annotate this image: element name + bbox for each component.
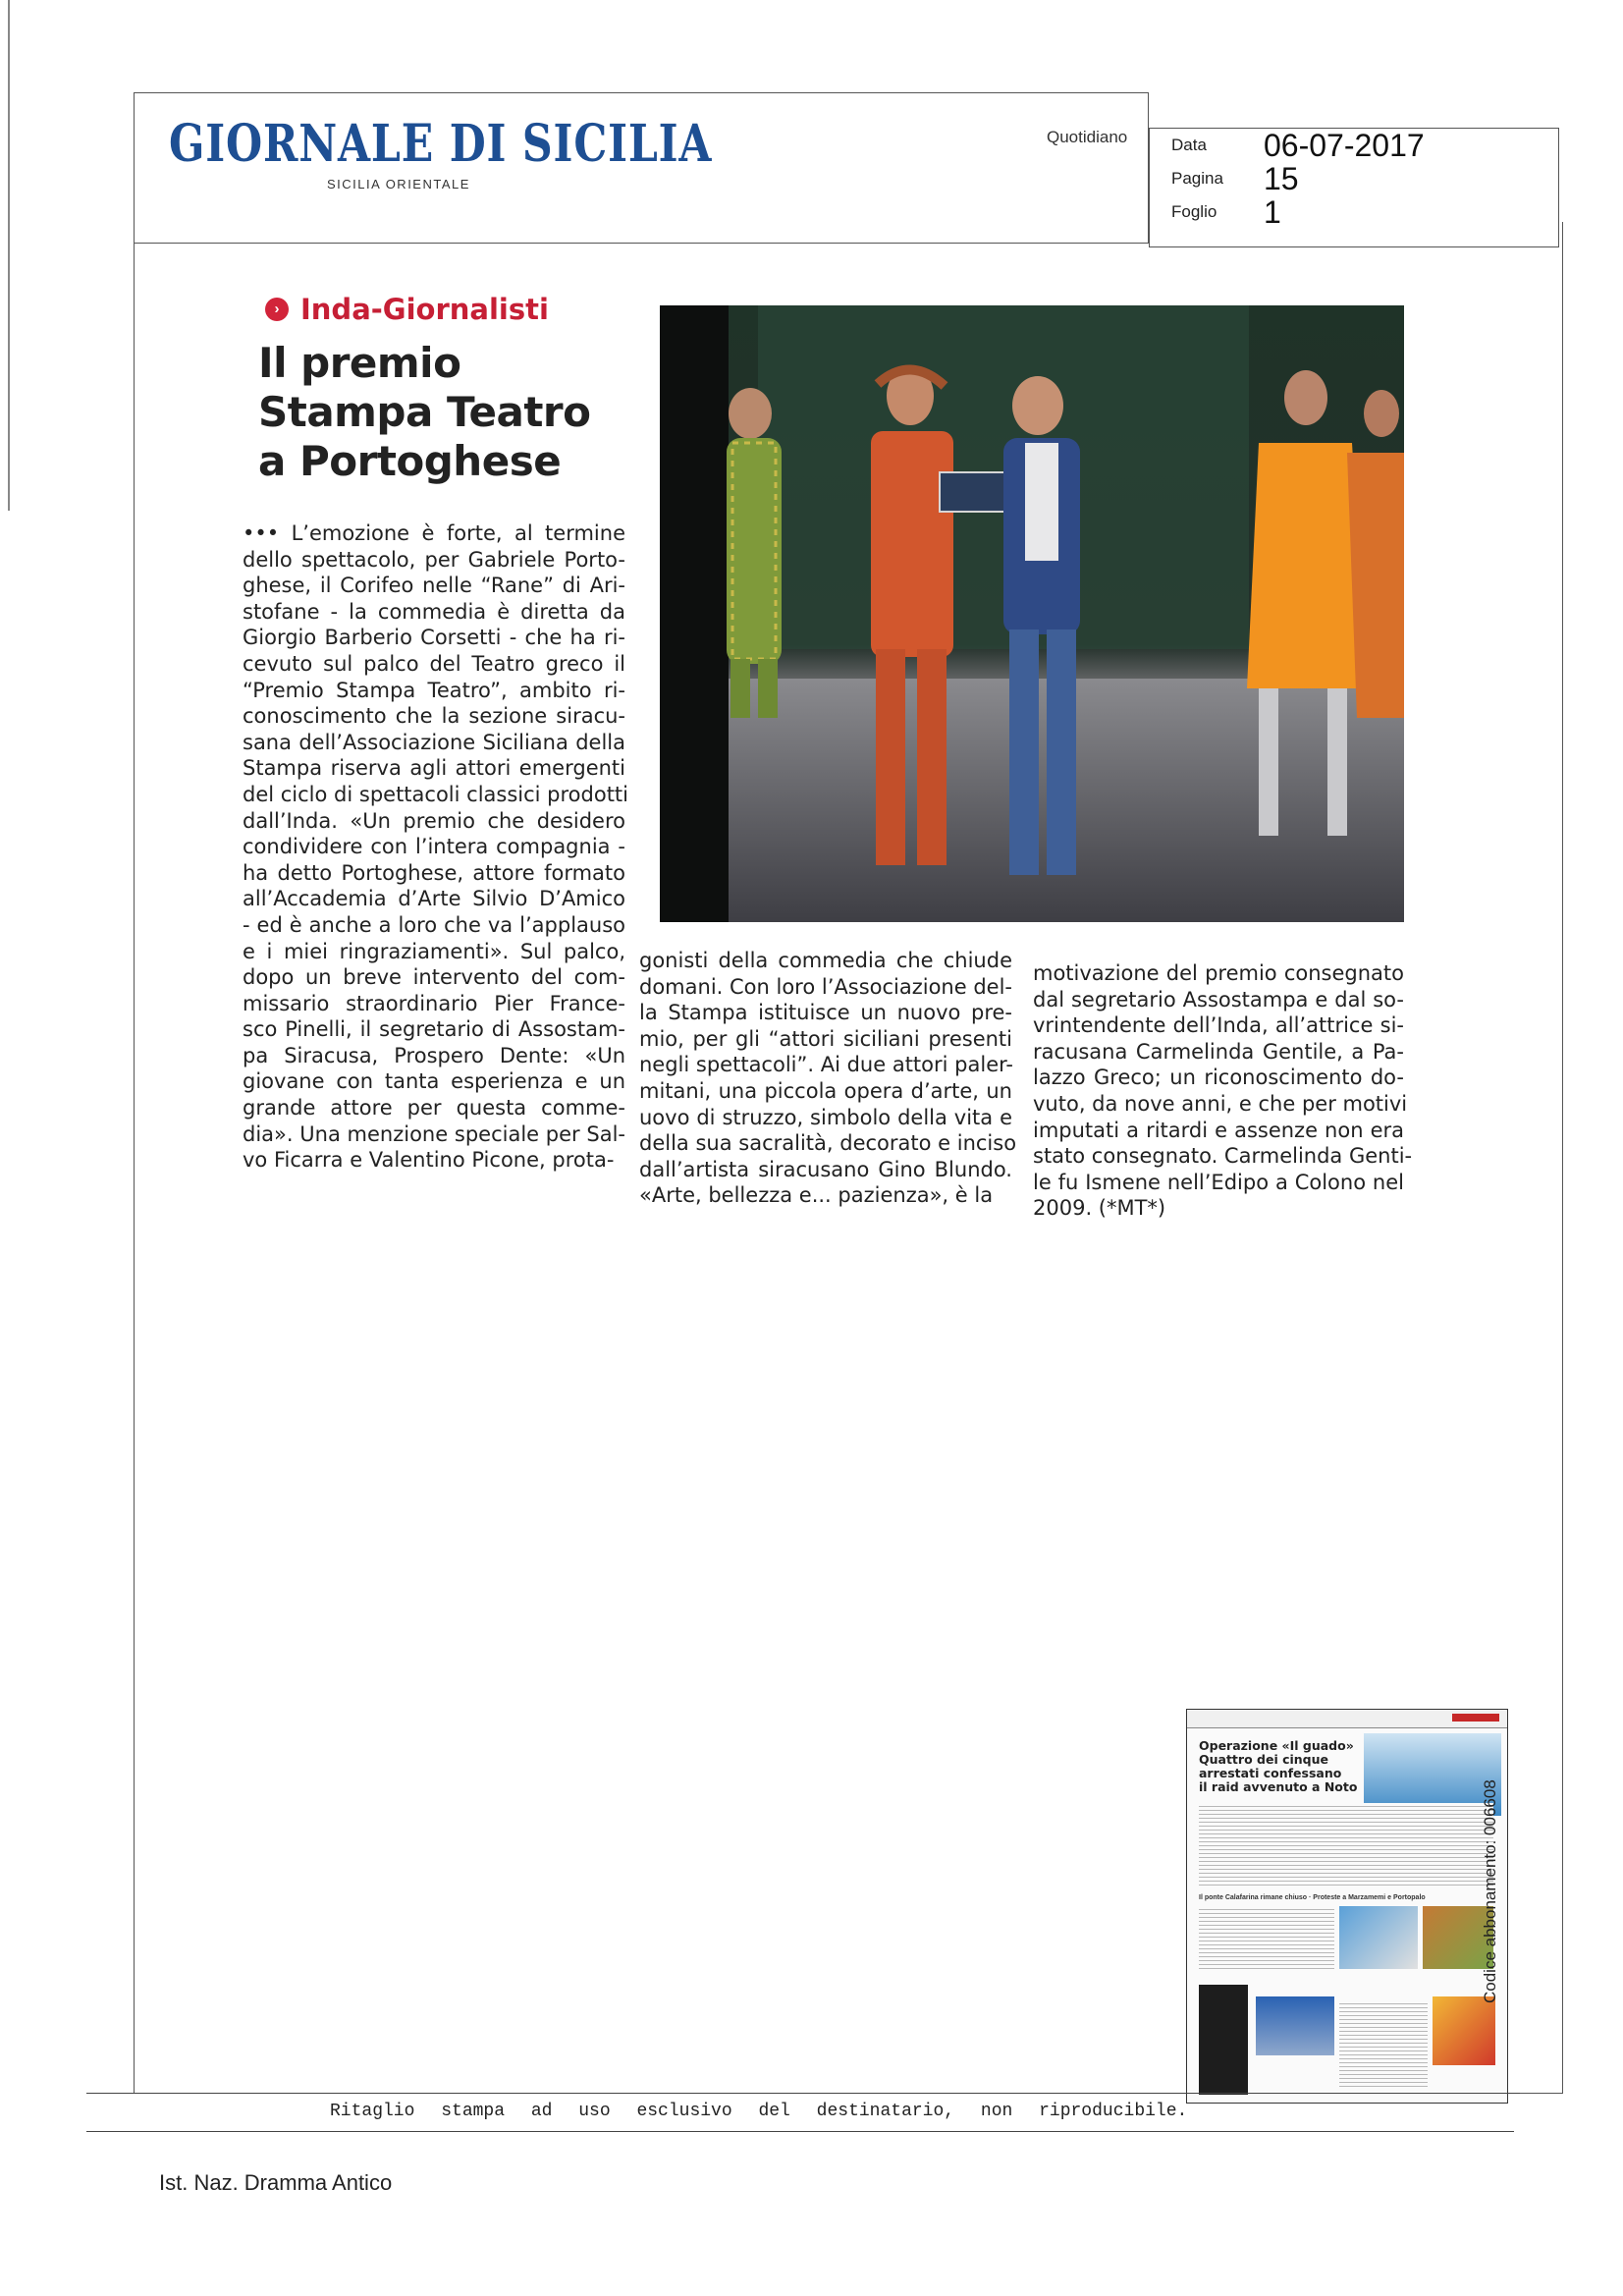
article-text-line: Stampa riserva agli attori emergenti — [243, 756, 625, 781]
article-text-line: imputati a ritardi e assenze non era — [1033, 1118, 1404, 1142]
thumbnail-photo — [1433, 1996, 1495, 2065]
thumbnail-headline-line: il raid avvenuto a Noto — [1199, 1779, 1358, 1794]
thumbnail-headline-line: Quattro dei cinque — [1199, 1752, 1328, 1767]
pagina-value: 15 — [1264, 161, 1299, 196]
article-text-line: le fu Ismene nell’Edipo a Colono nel — [1033, 1170, 1404, 1194]
article-text-line: ••• L’emozione è forte, al termine — [243, 521, 625, 545]
article-text-line: conoscimento che la sezione siracu- — [243, 704, 625, 729]
thumbnail-logo — [1452, 1714, 1499, 1722]
article-text-line: - ed è anche a loro che va l’applauso — [243, 912, 625, 937]
article-text-line: cevuto sul palco del Teatro greco il — [243, 651, 625, 676]
article-text-line: 2009. (*MT*) — [1033, 1196, 1166, 1221]
page-thumbnail — [1186, 1709, 1508, 2104]
article-text-line: “Premio Stampa Teatro”, ambito ri- — [243, 678, 625, 702]
reproduction-notice: Ritaglio stampa ad uso esclusivo del destinatario, non riproducibile. — [330, 2102, 1188, 2121]
article-text-line: condividere con l’intera compagnia - — [243, 835, 625, 859]
article-text-line: dall’Inda. «Un premio che desidero — [243, 808, 625, 833]
article-text-line: all’Accademia d’Arte Silvio D’Amico — [243, 887, 625, 911]
article-column-2 — [639, 948, 1017, 1209]
article-text-line: giovane con tanta esperienza e un — [243, 1069, 625, 1094]
publication-type: Quotidiano — [1047, 128, 1128, 146]
article-text-line: mitani, una piccola opera d’arte, un — [639, 1078, 1012, 1103]
article-text-line: grande attore per questa comme- — [243, 1096, 625, 1121]
article-text-line: «Arte, bellezza e... pazienza», è la — [639, 1183, 994, 1208]
thumbnail-headline-line: Operazione «Il guado» — [1199, 1738, 1354, 1753]
article-kicker: Inda-Giornalisti — [300, 293, 549, 326]
data-value: 06-07-2017 — [1264, 128, 1425, 163]
thumbnail-text-block — [1199, 1906, 1334, 1969]
thumbnail-headline — [1199, 1739, 1376, 1794]
footer-rule — [86, 2093, 1520, 2094]
article-text-line: motivazione del premio consegnato — [1033, 961, 1404, 985]
scan-edge-line — [8, 0, 10, 511]
article-text-line: Giorgio Barberio Corsetti - che ha ri- — [243, 626, 625, 650]
article-photo — [660, 305, 1404, 922]
article-column-3 — [1033, 960, 1413, 1222]
thumbnail-text-block — [1339, 2000, 1428, 2089]
headline-line: Il premio — [258, 339, 461, 387]
article-column-1 — [243, 520, 629, 1174]
thumbnail-photo — [1339, 1906, 1418, 1969]
footer-rule — [86, 2131, 1514, 2132]
article-text-line: ha detto Portoghese, attore formato — [243, 860, 625, 885]
subscriber-name: Ist. Naz. Dramma Antico — [159, 2170, 393, 2195]
article-text-line: la Stampa istituisce un nuovo pre- — [639, 1001, 1012, 1025]
data-label: Data — [1171, 136, 1207, 154]
foglio-label: Foglio — [1171, 202, 1217, 221]
article-text-line: stato consegnato. Carmelinda Genti- — [1033, 1144, 1413, 1169]
article-text-line: dia». Una menzione speciale per Sal- — [243, 1121, 625, 1146]
article-text-line: vo Ficarra e Valentino Picone, prota- — [243, 1148, 615, 1173]
article-text-line: del ciclo di spettacoli classici prodotti — [243, 782, 629, 806]
article-text-line: mio, per gli “attori siciliani presenti — [639, 1026, 1012, 1051]
article-text-line: dall’artista siracusano Gino Blundo. — [639, 1157, 1012, 1181]
thumbnail-text-block — [1199, 1803, 1493, 1886]
article-text-line: domani. Con loro l’Associazione del- — [639, 974, 1012, 999]
article-text-line: e i miei ringraziamenti». Sul palco, — [243, 939, 625, 963]
article-headline — [258, 339, 612, 486]
article-text-line: missario straordinario Pier France- — [243, 991, 625, 1015]
headline-line: a Portoghese — [258, 437, 562, 485]
article-text-line: vrintendente dell’Inda, all’attrice si- — [1033, 1013, 1404, 1038]
article-text-line: sana dell’Associazione Siciliana della — [243, 730, 625, 754]
article-text-line: della sua sacralità, decorato e inciso — [639, 1131, 1017, 1156]
thumbnail-photo — [1256, 1996, 1334, 2055]
headline-line: Stampa Teatro — [258, 388, 591, 436]
subscription-code: Codice abbonamento: 006608 — [1481, 1779, 1499, 2003]
masthead-title: GIORNALE DI SICILIA — [169, 114, 713, 174]
article-text-line: pa Siracusa, Prospero Dente: «Un — [243, 1043, 625, 1067]
article-text-line: ghese, il Corifeo nelle “Rane” di Ari- — [243, 574, 625, 598]
article-text-line: dopo un breve intervento del com- — [243, 965, 625, 990]
article-text-line: vuto, da nove anni, e che per motivi — [1033, 1091, 1408, 1116]
thumbnail-subhead: Il ponte Calafarina rimane chiuso · Proteste a Marzamemi e Portopalo — [1199, 1894, 1426, 1901]
article-text-line: sco Pinelli, il segretario di Assostam- — [243, 1017, 625, 1042]
article-text-line: dello spettacolo, per Gabriele Porto- — [243, 547, 625, 572]
article-text-line: lazzo Greco; un riconoscimento do- — [1033, 1066, 1404, 1090]
masthead-subtitle: SICILIA ORIENTALE — [327, 177, 470, 191]
thumbnail-dark-sidebar — [1199, 1985, 1248, 2095]
article-text-line: dal segretario Assostampa e dal so- — [1033, 987, 1404, 1011]
chevron-right-icon: › — [265, 298, 289, 321]
article-text-line: stofane - la commedia è diretta da — [243, 599, 625, 624]
pagina-label: Pagina — [1171, 169, 1223, 188]
foglio-value: 1 — [1264, 194, 1281, 230]
article-text-line: gonisti della commedia che chiude — [639, 949, 1012, 972]
article-text-line: negli spettacoli”. Ai due attori paler- — [639, 1053, 1013, 1077]
thumbnail-headline-line: arrestati confessano — [1199, 1766, 1342, 1780]
article-text-line: racusana Carmelinda Gentile, a Pa- — [1033, 1039, 1404, 1064]
article-text-line: uovo di struzzo, simbolo della vita e — [639, 1105, 1012, 1129]
